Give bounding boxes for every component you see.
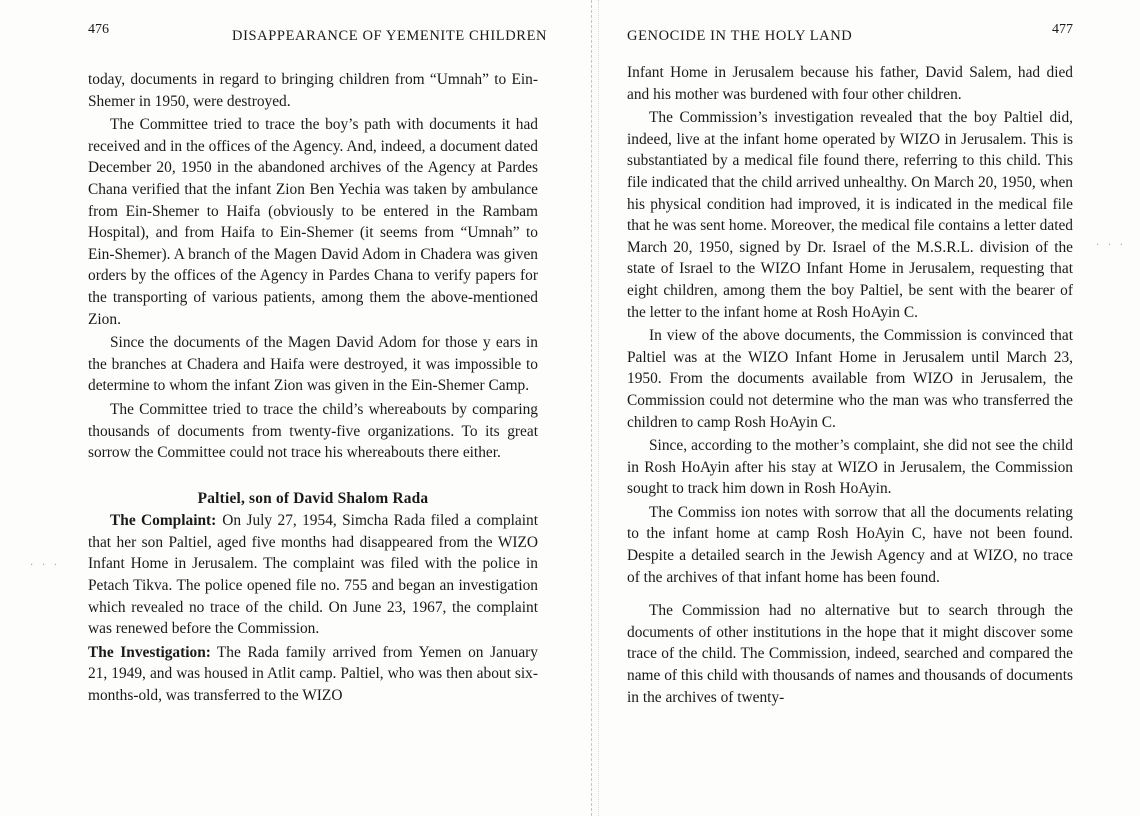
paragraph: today, documents in regard to bringing children from “Umnah” to Ein-Shemer in 1950, were destroyed. <box>88 71 538 110</box>
investigation-paragraph <box>88 642 538 707</box>
left-page-number: 476 <box>88 22 109 37</box>
scan-speckle: · · · <box>1096 240 1126 251</box>
paragraph: The Commission’s investigation revealed that the boy Paltiel did, indeed, live at the infant home operated by WIZO in Jerusalem. This is substantiated by a medical file found there, referring to this child. This file indicated that the child arrived unhealthy. On March 20, 1950, when his physical condition had improved, it is indicated in the medical file that he was sent home. Moreover, the medical file contains a letter dated March 20, 1950, signed by Dr. Israel of the M.S.R.L. division of the state of Israel to the WIZO Infant Home in Jerusalem, requesting that eight children, among them the boy Paltiel, be sent with the bearer of the letter to the infant home at Rosh HoAyin C. <box>627 109 1073 321</box>
complaint-text: On July 27, 1954, Simcha Rada filed a complaint that her son Paltiel, aged five months had disappeared from the WIZO Infant Home in Jerusalem. The complaint was filed with the police in Petach Tikva. The police opened file no. 755 and began an investigation which revealed no trace of the child. On June 23, 1967, the complaint was renewed before the Commission. <box>88 512 538 638</box>
right-page <box>598 0 1140 816</box>
right-page-body <box>627 62 1073 710</box>
left-running-head: DISAPPEARANCE OF YEMENITE CHILDREN <box>232 28 548 44</box>
section-heading: Paltiel, son of David Shalom Rada <box>197 489 429 507</box>
paragraph: In view of the above documents, the Commission is convinced that Paltiel was at the WIZO Infant Home in Jerusalem until March 23, 1950. From the documents available from WIZO in Jerusalem, the Commission could not determine who the man was who transferred the children to camp Rosh HoAyin C. <box>627 327 1073 431</box>
paragraph: The Commission had no alternative but to search through the documents of other institutions in the hope that it might discover some trace of the child. The Commission, indeed, searched and compared the name of this child with thousands of names and thousands of documents in the archives of twenty- <box>627 602 1073 706</box>
complaint-label: The Complaint: <box>110 512 217 530</box>
paragraph: Infant Home in Jerusalem because his father, David Salem, had died and his mother was burdened with four other children. <box>627 64 1073 103</box>
paragraph: The Commiss ion notes with sorrow that all the documents relating to the infant home at camp Rosh HoAyin C, have not been found. Despite a detailed search in the Jewish Agency and at WIZO, no trace of the archives of that infant home has been found. <box>627 503 1073 586</box>
left-page-body <box>88 69 538 709</box>
complaint-paragraph <box>88 510 538 640</box>
paragraph: Since the documents of the Magen David Adom for those y ears in the branches at Chadera and Haifa were destroyed, it was impossible to determine to whom the infant Zion was given in the Ein-Shemer Camp. <box>88 334 538 395</box>
investigation-label: The Investigation: <box>88 643 211 661</box>
paragraph: Since, according to the mother’s complaint, she did not see the child in Rosh HoAyin after his stay at WIZO in Jerusalem, the Commission sought to track him down in Rosh HoAyin. <box>627 437 1073 498</box>
paragraph: The Committee tried to trace the child’s whereabouts by comparing thousands of documents from twenty-five organizations. To its great sorrow the Committee could not trace his whereabouts there either. <box>88 400 538 462</box>
right-running-head: GENOCIDE IN THE HOLY LAND <box>627 28 853 44</box>
scan-speckle: · · · <box>30 560 60 571</box>
investigation-text: The Rada family arrived from Yemen on January 21, 1949, and was housed in Atlit camp. Paltiel, who was then about six-months-old, was transferred to the WIZO <box>88 643 538 705</box>
paragraph: The Committee tried to trace the boy’s path with documents it had received and in the offices of the Agency. And, indeed, a document dated December 20, 1950 in the abandoned archives of the Agency at Pardes Chana verified that the infant Zion Ben Yechia was taken by ambulance from Ein-Shemer to Haifa (obviously to be entered in the Rambam Hospital), and from Haifa to Ein-Shemer (it seems from “Umnah” to Ein-Shemer). A branch of the Magen David Adom in Chadera was given orders by the offices of the Agency in Pardes Chana to verify papers for the transporting of various patients, among them the above-mentioned Zion. <box>88 116 538 328</box>
right-page-number: 477 <box>1052 22 1073 37</box>
